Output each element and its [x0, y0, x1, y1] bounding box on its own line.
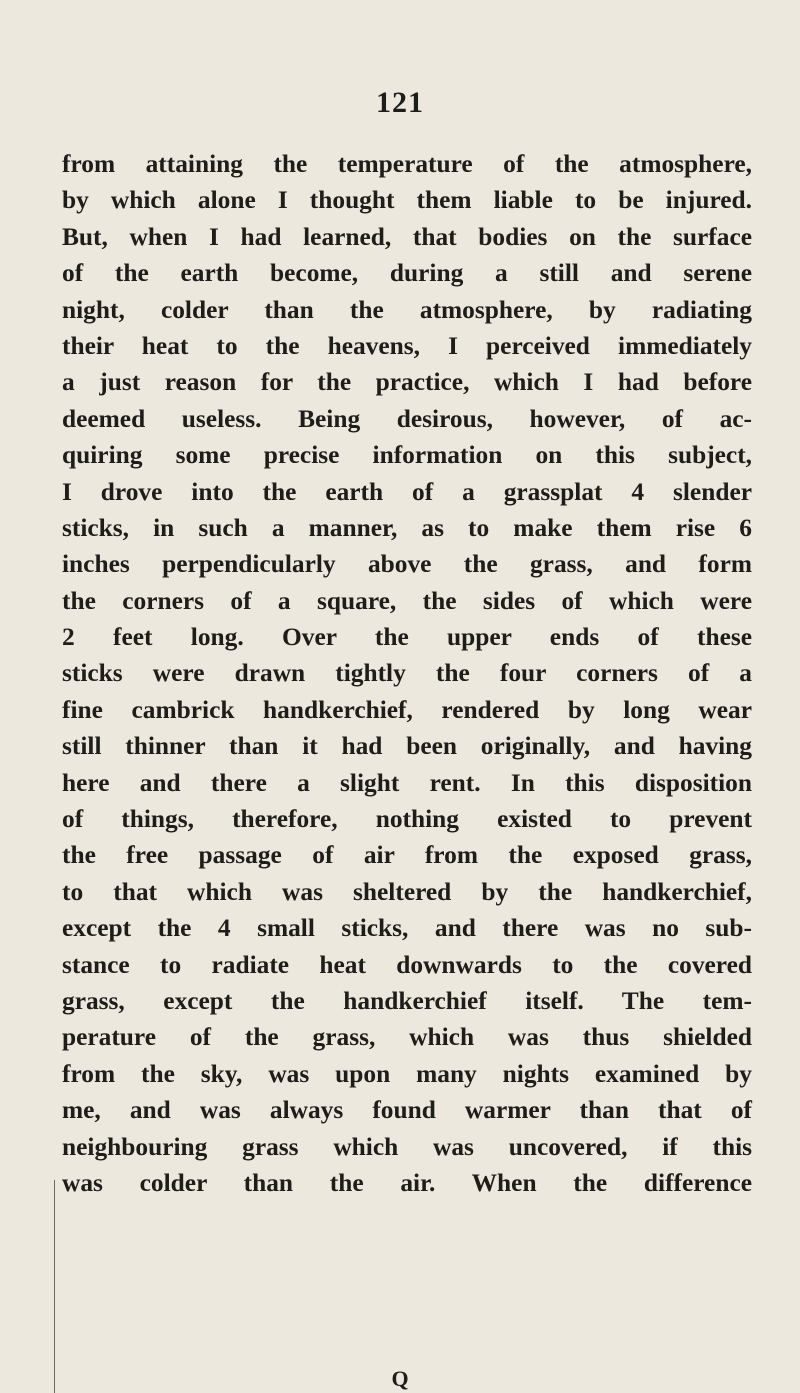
text-line: was colder than the air. When the difference [62, 1168, 752, 1197]
text-line: sticks, in such a manner, as to make them rise 6 [62, 513, 752, 542]
text-line: to that which was sheltered by the handkerchief, [62, 877, 752, 906]
body-text [62, 146, 752, 1201]
text-line: stance to radiate heat downwards to the covered [62, 950, 752, 979]
text-line: grass, except the handkerchief itself. The tem- [62, 986, 752, 1015]
text-line: 2 feet long. Over the upper ends of these [62, 623, 752, 652]
signature-mark: Q [391, 1366, 409, 1391]
text-line: fine cambrick handkerchief, rendered by long wear [62, 695, 752, 724]
text-line: their heat to the heavens, I perceived immediately [62, 331, 752, 360]
text-line: of things, therefore, nothing existed to prevent [62, 805, 752, 834]
text-line: of the earth become, during a still and serene [62, 259, 752, 288]
text-line: me, and was always found warmer than that of [62, 1096, 752, 1125]
text-line: deemed useless. Being desirous, however, of ac- [62, 404, 752, 433]
text-line: sticks were drawn tightly the four corners of a [62, 659, 752, 688]
page-edge-shadow [54, 1180, 55, 1393]
text-line: except the 4 small sticks, and there was no sub- [62, 914, 752, 943]
text-line: from the sky, was upon many nights examined by [62, 1059, 752, 1088]
text-line: here and there a slight rent. In this disposition [62, 768, 752, 797]
text-line: But, when I had learned, that bodies on the surface [62, 222, 752, 251]
text-line: a just reason for the practice, which I had before [62, 368, 752, 397]
text-line: by which alone I thought them liable to be injured. [62, 186, 752, 215]
text-line: from attaining the temperature of the atmosphere, [62, 150, 752, 178]
text-line: neighbouring grass which was uncovered, if this [62, 1132, 752, 1161]
text-line: I drove into the earth of a grassplat 4 slender [62, 477, 752, 506]
text-line: the free passage of air from the exposed grass, [62, 841, 752, 870]
text-line: perature of the grass, which was thus shielded [62, 1023, 752, 1052]
text-line: the corners of a square, the sides of which were [62, 586, 752, 615]
text-line: still thinner than it had been originally, and having [62, 732, 752, 761]
text-line: inches perpendicularly above the grass, and form [62, 550, 752, 579]
page-number: 121 [376, 86, 424, 119]
text-line: quiring some precise information on this subject, [62, 441, 752, 470]
text-line: night, colder than the atmosphere, by radiating [62, 295, 752, 324]
